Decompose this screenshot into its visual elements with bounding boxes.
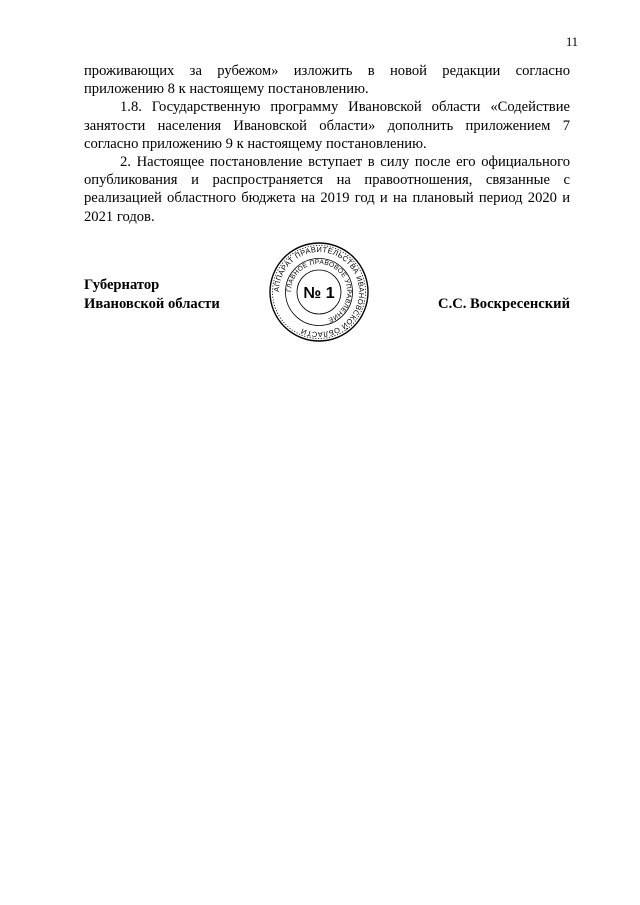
signatory-title-line1: Губернатор bbox=[84, 277, 160, 293]
seal-center-number: № 1 bbox=[303, 285, 335, 302]
signatory-title bbox=[84, 276, 220, 314]
paragraph-continuation: проживающих за рубежом» изложить в новой редакции согласно приложению 8 к настоящему постановлению. bbox=[84, 63, 570, 98]
paragraph-item-1-8: 1.8. Государственную программу Ивановской области «Содействие занятости населения Ивановской области» дополнить приложением 7 согласно приложению 9 к настоящему постановлению. bbox=[84, 99, 570, 152]
signatory-title-line2: Ивановской области bbox=[84, 296, 220, 312]
document-body bbox=[84, 62, 570, 226]
seal-inner-text: ГЛАВНОЕ ПРАВОВОЕ УПРАВЛЕНИЕ bbox=[285, 258, 353, 324]
page-number: 11 bbox=[565, 35, 578, 49]
signatory-name: С.С. Воскресенский bbox=[438, 296, 570, 312]
seal-outer-text: АППАРАТ ПРАВИТЕЛЬСТВА ИВАНОВСКОЙ ОБЛАСТИ bbox=[271, 244, 367, 340]
paragraph-item-2: 2. Настоящее постановление вступает в силу после его официального опубликования и распространяется на правоотношения, связанные с реализацией областного бюджета на 2019 год и на плановый период 2020 и 2021 годов. bbox=[84, 154, 570, 225]
official-seal bbox=[267, 240, 371, 344]
